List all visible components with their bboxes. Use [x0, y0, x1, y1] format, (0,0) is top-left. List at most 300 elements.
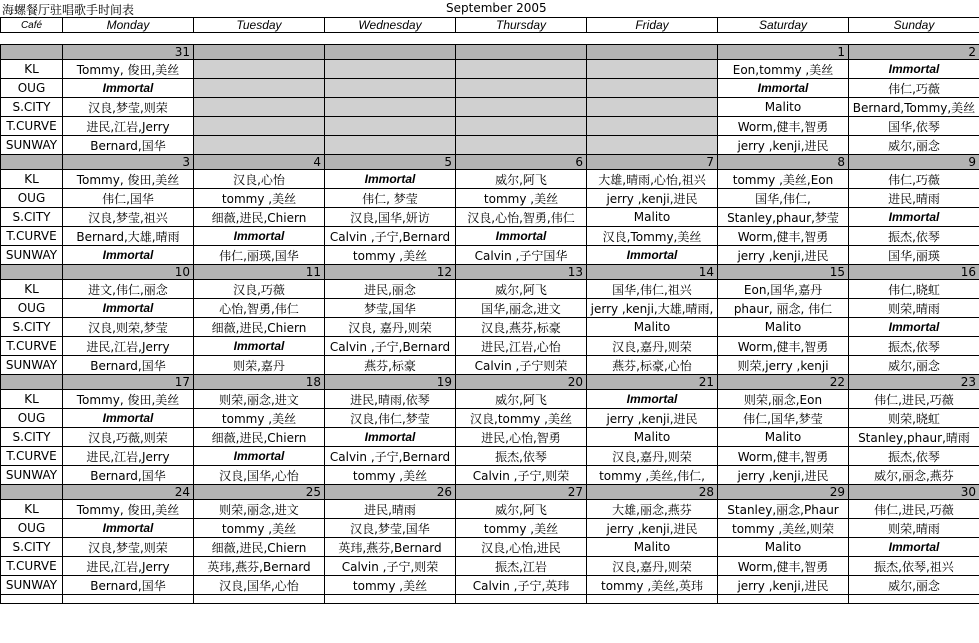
singer-cell[interactable]: Worm,健丰,智勇 [718, 117, 849, 136]
date-row [1, 485, 979, 500]
singer-cell[interactable]: 汉良,心怡,进民 [456, 538, 587, 557]
singer-cell[interactable]: tommy ,美丝,英玮 [587, 576, 718, 595]
singer-cell[interactable]: Calvin ,子宁,Bernard [325, 227, 456, 246]
singer-cell[interactable]: 汉良,梦莹,则荣 [63, 538, 194, 557]
singer-cell[interactable] [456, 98, 587, 117]
cafe-header[interactable]: Café [1, 18, 63, 33]
venue-name-cell[interactable]: KL [1, 500, 63, 519]
venue-row [1, 299, 979, 318]
singer-cell[interactable]: Immortal [63, 519, 194, 538]
singer-cell[interactable]: Calvin ,子宁,则荣 [456, 466, 587, 485]
date-cell[interactable]: 15 [718, 265, 849, 280]
singer-cell[interactable]: 细薇,进民,Chiern [194, 538, 325, 557]
venue-row [1, 409, 979, 428]
venue-name-cell[interactable]: T.CURVE [1, 117, 63, 136]
singer-cell[interactable]: 汉良, 嘉丹,则荣 [325, 318, 456, 337]
singer-cell[interactable]: Immortal [194, 447, 325, 466]
date-cell[interactable]: 11 [194, 265, 325, 280]
singer-cell[interactable]: Malito [587, 208, 718, 227]
singer-cell[interactable]: 振杰,依琴 [849, 337, 979, 356]
singer-cell[interactable]: 燕芬,标豪,心怡 [587, 356, 718, 375]
singer-cell[interactable]: 汉良,Tommy,美丝 [587, 227, 718, 246]
spacer-cell[interactable] [325, 33, 456, 45]
date-cell[interactable]: 27 [456, 485, 587, 500]
singer-cell[interactable]: tommy ,美丝 [325, 246, 456, 265]
empty-cell[interactable] [63, 595, 194, 604]
singer-cell[interactable]: jerry ,kenji,进民 [587, 519, 718, 538]
singer-cell[interactable]: 振杰,江岩 [456, 557, 587, 576]
singer-cell[interactable]: 汉良,嘉丹,则荣 [587, 337, 718, 356]
singer-cell[interactable]: Eon,国华,嘉丹 [718, 280, 849, 299]
singer-cell[interactable]: Immortal [63, 409, 194, 428]
date-cell[interactable] [587, 45, 718, 60]
venue-name-cell[interactable]: KL [1, 390, 63, 409]
singer-cell[interactable]: 汉良,嘉丹,则荣 [587, 557, 718, 576]
date-row-corner[interactable] [1, 45, 63, 60]
singer-cell[interactable]: Bernard,国华 [63, 466, 194, 485]
singer-cell[interactable]: tommy ,美丝 [456, 519, 587, 538]
singer-cell[interactable]: 振杰,依琴 [849, 227, 979, 246]
day-header-thursday[interactable]: Thursday [456, 18, 587, 33]
singer-cell[interactable]: 汉良,嘉丹,则荣 [587, 447, 718, 466]
singer-cell[interactable] [325, 98, 456, 117]
singer-cell[interactable]: 梦莹,国华 [325, 299, 456, 318]
singer-cell[interactable] [325, 117, 456, 136]
singer-cell[interactable]: 进民,晴雨 [325, 500, 456, 519]
singer-cell[interactable]: tommy ,美丝 [325, 576, 456, 595]
singer-cell[interactable]: tommy ,美丝,Eon [718, 170, 849, 189]
singer-cell[interactable]: Bernard,Tommy,美丝 [849, 98, 979, 117]
venue-name-cell[interactable]: OUG [1, 189, 63, 208]
venue-name-cell[interactable]: SUNWAY [1, 466, 63, 485]
singer-cell[interactable]: Bernard,大雄,晴雨 [63, 227, 194, 246]
date-cell[interactable]: 3 [63, 155, 194, 170]
singer-cell[interactable]: Malito [587, 428, 718, 447]
singer-cell[interactable]: tommy ,美丝,则荣 [718, 519, 849, 538]
singer-cell[interactable]: 汉良,燕芬,标豪 [456, 318, 587, 337]
venue-name-cell[interactable]: KL [1, 170, 63, 189]
venue-name-cell[interactable]: S.CITY [1, 98, 63, 117]
date-row [1, 375, 979, 390]
singer-cell[interactable]: 进民,晴雨 [849, 189, 979, 208]
venue-row [1, 466, 979, 485]
singer-cell[interactable]: tommy ,美丝 [194, 189, 325, 208]
singer-cell[interactable]: 威尔,阿飞 [456, 500, 587, 519]
date-cell[interactable]: 30 [849, 485, 979, 500]
singer-cell[interactable]: 伟仁, 梦莹 [325, 189, 456, 208]
singer-cell[interactable]: 伟仁,巧薇 [849, 79, 979, 98]
singer-cell[interactable]: Calvin ,子宁,英玮 [456, 576, 587, 595]
spacer-cell[interactable] [63, 33, 194, 45]
date-cell[interactable]: 24 [63, 485, 194, 500]
date-cell[interactable]: 22 [718, 375, 849, 390]
singer-cell[interactable] [587, 60, 718, 79]
singer-cell[interactable]: 汉良,伟仁,梦莹 [325, 409, 456, 428]
date-cell[interactable] [456, 45, 587, 60]
singer-cell[interactable] [194, 60, 325, 79]
singer-cell[interactable]: jerry ,kenji,进民 [587, 409, 718, 428]
singer-cell[interactable]: 进民,心怡,智勇 [456, 428, 587, 447]
singer-cell[interactable]: 细薇,进民,Chiern [194, 318, 325, 337]
date-cell[interactable]: 31 [63, 45, 194, 60]
spacer-cell[interactable] [1, 33, 63, 45]
venue-row [1, 170, 979, 189]
date-row-corner[interactable] [1, 485, 63, 500]
date-cell[interactable] [194, 45, 325, 60]
singer-cell[interactable]: 细薇,进民,Chiern [194, 208, 325, 227]
singer-cell[interactable]: Immortal [587, 246, 718, 265]
singer-cell[interactable]: Stanley,phaur,梦莹 [718, 208, 849, 227]
venue-name-cell[interactable]: KL [1, 60, 63, 79]
venue-name-cell[interactable]: OUG [1, 519, 63, 538]
date-cell[interactable]: 5 [325, 155, 456, 170]
singer-cell[interactable]: Immortal [325, 428, 456, 447]
singer-cell[interactable]: 汉良,梦莹,国华 [325, 519, 456, 538]
singer-cell[interactable]: 威尔,阿飞 [456, 170, 587, 189]
singer-cell[interactable]: Bernard,国华 [63, 576, 194, 595]
singer-cell[interactable]: 大雄,丽念,燕芬 [587, 500, 718, 519]
venue-name-cell[interactable]: SUNWAY [1, 136, 63, 155]
singer-cell[interactable]: 汉良,国华,妍访 [325, 208, 456, 227]
singer-cell[interactable]: 进文,伟仁,丽念 [63, 280, 194, 299]
singer-cell[interactable]: Immortal [325, 170, 456, 189]
singer-cell[interactable]: Immortal [63, 246, 194, 265]
venue-row [1, 246, 979, 265]
singer-cell[interactable] [194, 136, 325, 155]
date-cell[interactable]: 4 [194, 155, 325, 170]
singer-cell[interactable]: 进民,丽念 [325, 280, 456, 299]
date-cell[interactable]: 23 [849, 375, 979, 390]
date-cell[interactable]: 2 [849, 45, 979, 60]
date-cell[interactable]: 28 [587, 485, 718, 500]
singer-cell[interactable]: 细薇,进民,Chiern [194, 428, 325, 447]
singer-cell[interactable]: 伟仁,进民,巧薇 [849, 390, 979, 409]
singer-cell[interactable]: Malito [718, 98, 849, 117]
singer-cell[interactable]: jerry ,kenji,进民 [718, 136, 849, 155]
singer-cell[interactable]: Eon,tommy ,美丝 [718, 60, 849, 79]
date-cell[interactable]: 29 [718, 485, 849, 500]
singer-cell[interactable] [587, 79, 718, 98]
singer-cell[interactable]: jerry ,kenji,进民 [718, 246, 849, 265]
singer-cell[interactable]: Immortal [849, 60, 979, 79]
venue-row [1, 79, 979, 98]
singer-cell[interactable]: Calvin ,子宁则荣 [456, 356, 587, 375]
singer-cell[interactable]: Bernard,国华 [63, 136, 194, 155]
singer-cell[interactable]: 威尔,阿飞 [456, 280, 587, 299]
singer-cell[interactable]: 威尔,阿飞 [456, 390, 587, 409]
venue-name-cell[interactable]: S.CITY [1, 208, 63, 227]
singer-cell[interactable] [194, 98, 325, 117]
singer-cell[interactable]: Stanley,phaur,晴雨 [849, 428, 979, 447]
venue-row [1, 98, 979, 117]
singer-cell[interactable]: Stanley,丽念,Phaur [718, 500, 849, 519]
singer-cell[interactable]: 威尔,丽念 [849, 576, 979, 595]
singer-cell[interactable]: 汉良,梦莹,祖兴 [63, 208, 194, 227]
venue-row [1, 136, 979, 155]
singer-cell[interactable]: tommy ,美丝 [194, 409, 325, 428]
venue-name-cell[interactable]: SUNWAY [1, 356, 63, 375]
date-row-corner[interactable] [1, 155, 63, 170]
singer-cell[interactable]: Malito [587, 318, 718, 337]
singer-cell[interactable] [456, 79, 587, 98]
venue-row [1, 500, 979, 519]
singer-cell[interactable]: 进民,江岩,Jerry [63, 337, 194, 356]
venue-row [1, 447, 979, 466]
singer-cell[interactable] [325, 60, 456, 79]
venue-row [1, 280, 979, 299]
singer-cell[interactable]: Worm,健丰,智勇 [718, 447, 849, 466]
singer-cell[interactable]: 国华,伟仁, [718, 189, 849, 208]
venue-name-cell[interactable]: T.CURVE [1, 337, 63, 356]
date-row [1, 45, 979, 60]
singer-cell[interactable]: Tommy, 俊田,美丝 [63, 60, 194, 79]
venue-row [1, 557, 979, 576]
day-header-sunday[interactable]: Sunday [849, 18, 979, 33]
singer-cell[interactable]: 心怡,智勇,伟仁 [194, 299, 325, 318]
singer-cell[interactable]: 则荣,丽念,进文 [194, 500, 325, 519]
singer-cell[interactable]: 威尔,丽念,燕芬 [849, 466, 979, 485]
singer-cell[interactable] [587, 98, 718, 117]
empty-cell[interactable] [194, 595, 325, 604]
singer-cell[interactable]: tommy ,美丝 [325, 466, 456, 485]
day-header-wednesday[interactable]: Wednesday [325, 18, 456, 33]
venue-name-cell[interactable]: SUNWAY [1, 246, 63, 265]
date-cell[interactable]: 20 [456, 375, 587, 390]
singer-cell[interactable]: Immortal [194, 337, 325, 356]
venue-row [1, 337, 979, 356]
singer-cell[interactable]: jerry ,kenji,进民 [587, 189, 718, 208]
venue-row [1, 519, 979, 538]
day-header-row [1, 18, 979, 33]
singer-cell[interactable]: 国华,丽瑛 [849, 246, 979, 265]
date-row [1, 155, 979, 170]
venue-row [1, 428, 979, 447]
venue-row [1, 208, 979, 227]
singer-cell[interactable]: 进民,江岩,Jerry [63, 557, 194, 576]
singer-cell[interactable]: Immortal [849, 208, 979, 227]
singer-cell[interactable]: 国华,伟仁,祖兴 [587, 280, 718, 299]
singer-cell[interactable]: 汉良,心怡 [194, 170, 325, 189]
singer-cell[interactable]: Tommy, 俊田,美丝 [63, 170, 194, 189]
empty-cell[interactable] [587, 595, 718, 604]
singer-cell[interactable]: Bernard,国华 [63, 356, 194, 375]
date-cell[interactable]: 18 [194, 375, 325, 390]
singer-cell[interactable]: 伟仁,巧薇 [849, 170, 979, 189]
singer-cell[interactable]: tommy ,美丝 [194, 519, 325, 538]
singer-cell[interactable]: 进民,江岩,Jerry [63, 117, 194, 136]
title-row [0, 0, 979, 17]
venue-row [1, 60, 979, 79]
singer-cell[interactable]: 则荣,晓虹 [849, 409, 979, 428]
venue-name-cell[interactable]: S.CITY [1, 318, 63, 337]
singer-cell[interactable]: 汉良,梦莹,则荣 [63, 98, 194, 117]
singer-cell[interactable]: Tommy, 俊田,美丝 [63, 390, 194, 409]
day-header-tuesday[interactable]: Tuesday [194, 18, 325, 33]
singer-cell[interactable]: 则荣,晴雨 [849, 519, 979, 538]
singer-cell[interactable]: Tommy, 俊田,美丝 [63, 500, 194, 519]
venue-name-cell[interactable]: T.CURVE [1, 557, 63, 576]
singer-cell[interactable]: Immortal [456, 227, 587, 246]
singer-cell[interactable]: tommy ,美丝 [456, 189, 587, 208]
date-cell[interactable]: 16 [849, 265, 979, 280]
singer-cell[interactable]: Calvin ,子宁国华 [456, 246, 587, 265]
venue-row [1, 390, 979, 409]
date-cell[interactable]: 25 [194, 485, 325, 500]
singer-cell[interactable]: 则荣,丽念,进文 [194, 390, 325, 409]
singer-cell[interactable]: Immortal [849, 538, 979, 557]
singer-cell[interactable]: 汉良,心怡,智勇,伟仁 [456, 208, 587, 227]
venue-name-cell[interactable]: SUNWAY [1, 576, 63, 595]
singer-cell[interactable] [587, 117, 718, 136]
singer-cell[interactable]: 汉良,国华,心怡 [194, 576, 325, 595]
venue-name-cell[interactable]: S.CITY [1, 428, 63, 447]
singer-cell[interactable] [194, 79, 325, 98]
date-cell[interactable]: 9 [849, 155, 979, 170]
spacer-cell[interactable] [849, 33, 979, 45]
singer-cell[interactable]: 则荣,jerry ,kenji [718, 356, 849, 375]
singer-cell[interactable]: 英玮,燕芬,Bernard [325, 538, 456, 557]
singer-cell[interactable] [456, 136, 587, 155]
spacer-row [1, 33, 979, 45]
singer-cell[interactable]: 进民,晴雨,依琴 [325, 390, 456, 409]
spacer-cell[interactable] [456, 33, 587, 45]
date-cell[interactable]: 17 [63, 375, 194, 390]
singer-cell[interactable]: 振杰,依琴 [849, 447, 979, 466]
singer-cell[interactable] [456, 60, 587, 79]
singer-cell[interactable]: 英玮,燕芬,Bernard [194, 557, 325, 576]
date-cell[interactable]: 13 [456, 265, 587, 280]
singer-cell[interactable]: 汉良,则荣,梦莹 [63, 318, 194, 337]
date-row [1, 265, 979, 280]
singer-cell[interactable]: 伟仁,国华,梦莹 [718, 409, 849, 428]
singer-cell[interactable]: 汉良,巧薇,则荣 [63, 428, 194, 447]
singer-cell[interactable]: 燕芬,标豪 [325, 356, 456, 375]
singer-cell[interactable]: 则荣,嘉丹 [194, 356, 325, 375]
singer-cell[interactable]: jerry ,kenji,大雄,晴雨, [587, 299, 718, 318]
singer-cell[interactable]: Calvin ,子宁,Bernard [325, 447, 456, 466]
singer-cell[interactable]: 进民,江岩,Jerry [63, 447, 194, 466]
singer-cell[interactable]: 伟仁,晓虹 [849, 280, 979, 299]
singer-cell[interactable]: tommy ,美丝,伟仁, [587, 466, 718, 485]
day-header-monday[interactable]: Monday [63, 18, 194, 33]
date-cell[interactable]: 6 [456, 155, 587, 170]
venue-row [1, 356, 979, 375]
empty-cell[interactable] [718, 595, 849, 604]
singer-cell[interactable]: Worm,健丰,智勇 [718, 227, 849, 246]
month-label: September 2005 [446, 1, 547, 15]
singer-cell[interactable]: Malito [587, 538, 718, 557]
singer-cell[interactable]: Calvin ,子宁,Bernard [325, 337, 456, 356]
venue-name-cell[interactable]: T.CURVE [1, 447, 63, 466]
date-cell[interactable]: 19 [325, 375, 456, 390]
singer-cell[interactable]: 国华,依琴 [849, 117, 979, 136]
sheet-title: 海螺餐厅驻唱歌手时间表 [2, 3, 135, 17]
empty-cell[interactable] [325, 595, 456, 604]
date-cell[interactable]: 12 [325, 265, 456, 280]
singer-cell[interactable] [587, 136, 718, 155]
singer-cell[interactable]: 伟仁,丽瑛,国华 [194, 246, 325, 265]
spacer-cell[interactable] [587, 33, 718, 45]
singer-cell[interactable] [194, 117, 325, 136]
date-cell[interactable]: 1 [718, 45, 849, 60]
empty-cell[interactable] [849, 595, 979, 604]
singer-cell[interactable]: 威尔,丽念 [849, 356, 979, 375]
venue-row [1, 318, 979, 337]
singer-cell[interactable]: 伟仁,国华 [63, 189, 194, 208]
singer-cell[interactable] [325, 136, 456, 155]
date-cell[interactable]: 8 [718, 155, 849, 170]
date-cell[interactable]: 14 [587, 265, 718, 280]
singer-cell[interactable]: 威尔,丽念 [849, 136, 979, 155]
date-cell[interactable]: 26 [325, 485, 456, 500]
date-cell[interactable]: 10 [63, 265, 194, 280]
singer-cell[interactable]: 则荣,晴雨 [849, 299, 979, 318]
singer-cell[interactable]: Immortal [587, 390, 718, 409]
singer-cell[interactable]: 振杰,依琴,祖兴 [849, 557, 979, 576]
singer-cell[interactable]: phaur, 丽念, 伟仁 [718, 299, 849, 318]
singer-cell[interactable]: Immortal [194, 227, 325, 246]
singer-cell[interactable]: Immortal [718, 79, 849, 98]
singer-cell[interactable]: 汉良,巧薇 [194, 280, 325, 299]
singer-cell[interactable]: Immortal [849, 318, 979, 337]
spacer-cell[interactable] [718, 33, 849, 45]
singer-cell[interactable]: 汉良,国华,心怡 [194, 466, 325, 485]
singer-cell[interactable]: Immortal [63, 299, 194, 318]
singer-cell[interactable]: 进民,江岩,心怡 [456, 337, 587, 356]
venue-name-cell[interactable]: S.CITY [1, 538, 63, 557]
venue-name-cell[interactable]: T.CURVE [1, 227, 63, 246]
venue-name-cell[interactable]: OUG [1, 409, 63, 428]
singer-cell[interactable]: 伟仁,进民,巧薇 [849, 500, 979, 519]
singer-cell[interactable]: 大雄,晴雨,心怡,祖兴 [587, 170, 718, 189]
date-cell[interactable]: 21 [587, 375, 718, 390]
singer-cell[interactable]: Malito [718, 538, 849, 557]
singer-cell[interactable]: 汉良,tommy ,美丝 [456, 409, 587, 428]
spacer-cell[interactable] [194, 33, 325, 45]
venue-name-cell[interactable]: KL [1, 280, 63, 299]
tail-row [1, 595, 979, 604]
singer-cell[interactable]: Malito [718, 428, 849, 447]
day-header-friday[interactable]: Friday [587, 18, 718, 33]
empty-cell[interactable] [1, 595, 63, 604]
singer-cell[interactable]: Calvin ,子宁,则荣 [325, 557, 456, 576]
venue-row [1, 189, 979, 208]
empty-cell[interactable] [456, 595, 587, 604]
date-row-corner[interactable] [1, 375, 63, 390]
venue-row [1, 117, 979, 136]
date-cell[interactable] [325, 45, 456, 60]
singer-cell[interactable] [456, 117, 587, 136]
singer-cell[interactable]: 振杰,依琴 [456, 447, 587, 466]
date-row-corner[interactable] [1, 265, 63, 280]
date-cell[interactable]: 7 [587, 155, 718, 170]
venue-row [1, 576, 979, 595]
venue-name-cell[interactable]: OUG [1, 79, 63, 98]
singer-cell[interactable]: jerry ,kenji,进民 [718, 466, 849, 485]
venue-row [1, 227, 979, 246]
schedule-grid [0, 17, 979, 604]
day-header-saturday[interactable]: Saturday [718, 18, 849, 33]
singer-cell[interactable] [325, 79, 456, 98]
singer-cell[interactable]: Immortal [63, 79, 194, 98]
venue-name-cell[interactable]: OUG [1, 299, 63, 318]
singer-cell[interactable]: jerry ,kenji,进民 [718, 576, 849, 595]
singer-cell[interactable]: Malito [718, 318, 849, 337]
singer-cell[interactable]: Worm,健丰,智勇 [718, 557, 849, 576]
singer-cell[interactable]: 国华,丽念,进文 [456, 299, 587, 318]
singer-cell[interactable]: 则荣,丽念,Eon [718, 390, 849, 409]
singer-cell[interactable]: Worm,健丰,智勇 [718, 337, 849, 356]
